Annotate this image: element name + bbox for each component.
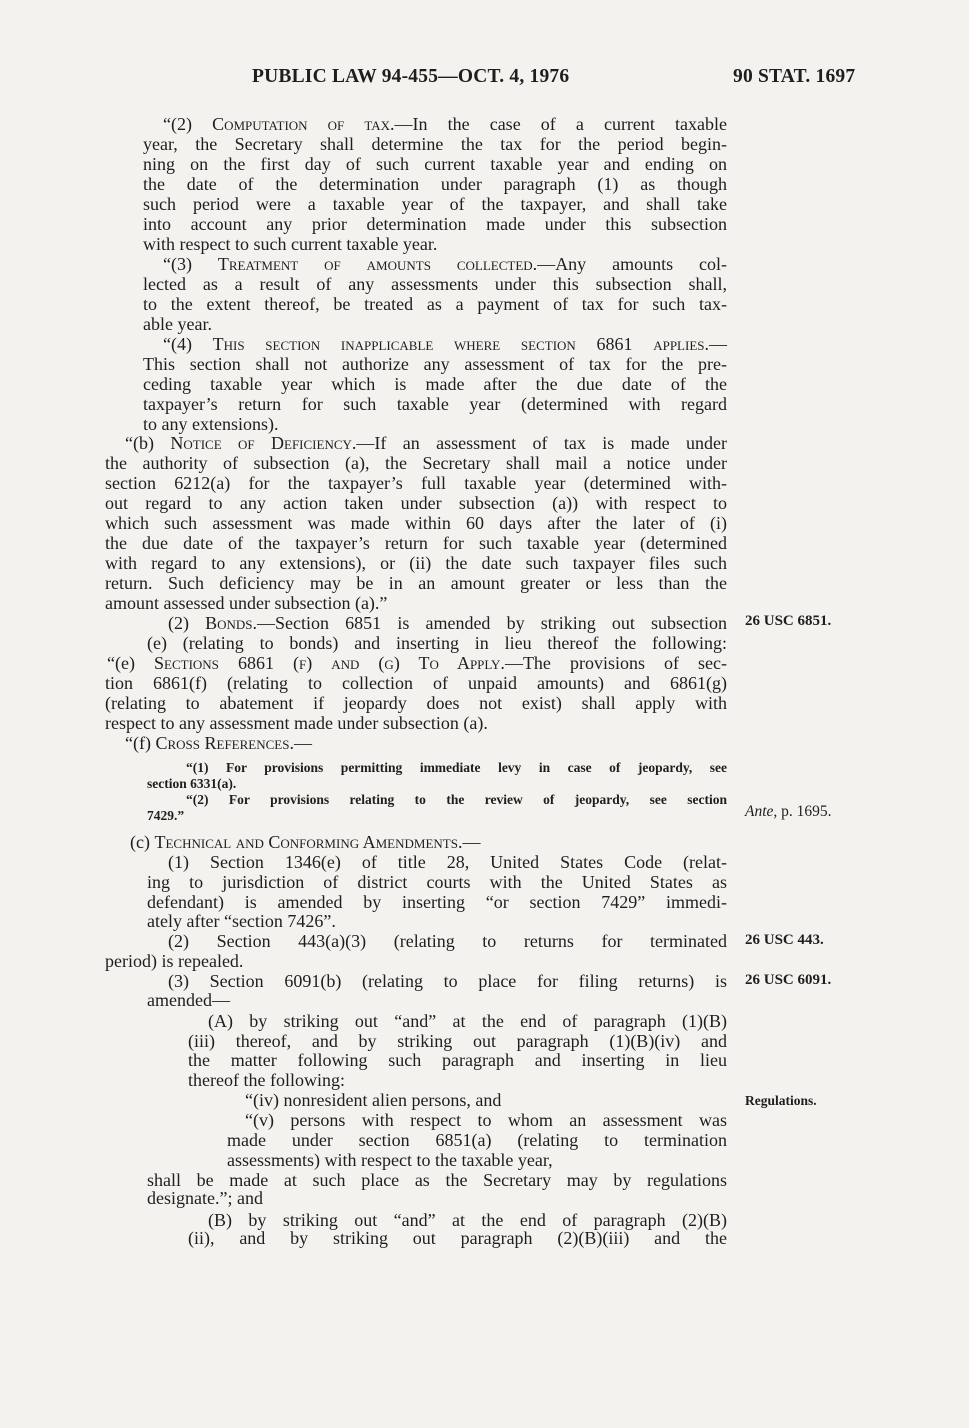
text-line [107,653,727,673]
text-line: out regard to any action taken under subsection (a)) with respect to [105,493,727,513]
text-line: the due date of the taxpayer’s return for such taxable year (determined [105,533,727,553]
text-line: This section shall not authorize any assessment of tax for the pre- [143,354,727,374]
text-segment: “(2) [163,114,213,134]
text-line: such period were a taxable year of the taxpayer, and shall take [143,194,727,214]
text-line: (B) by striking out “and” at the end of paragraph (2)(B) [208,1210,727,1230]
text-line [168,613,727,633]
text-segment: — [462,832,481,852]
text-line [130,832,727,852]
margin-note-ante-italic: Ante, [745,803,778,820]
text-line: designate.”; and [147,1188,263,1208]
text-line: defendant) is amended by inserting “or section 7429” immedi- [147,892,727,912]
text-line: (3) Section 6091(b) (relating to place for filing returns) is [168,971,727,991]
text-line: (1) Section 1346(e) of title 28, United States Code (relat- [168,852,727,872]
text-line: return. Such deficiency may be in an amount greater or less than the [105,573,727,593]
text-line: assessments) with respect to the taxable year, [227,1150,553,1170]
margin-note-26-usc-443: 26 USC 443. [745,932,824,948]
text-line: (2) Section 443(a)(3) (relating to returns for terminated [168,931,727,951]
text-segment: “(f) [125,733,156,753]
text-line: ing to jurisdiction of district courts with the United States as [147,872,727,892]
page-number: 90 STAT. 1697 [733,66,856,87]
text-line: thereof the following: [188,1070,345,1090]
text-segment: (2) [168,613,206,633]
margin-note-ante-page: p. 1695. [777,803,832,820]
text-segment: —The provisions of sec- [504,653,728,673]
text-line: (e) (relating to bonds) and inserting in lieu thereof the following: [147,633,727,653]
text-line [163,254,727,274]
text-line: with regard to any extensions), or (ii) the date such taxpayer files such [105,553,727,573]
text-segment: —Section 6851 is amended by striking out subsection [257,613,727,633]
text-segment: — [293,733,312,753]
margin-note-regulations: Regulations. [745,1093,817,1108]
text-line [163,114,727,134]
text-line: period) is repealed. [105,951,244,971]
text-line: “(1) For provisions permitting immediate levy in case of jeopardy, see [186,760,727,775]
text-line: 7429.” [147,808,185,823]
text-line: “(iv) nonresident alien persons, and [245,1090,502,1110]
text-line: ning on the first day of such current taxable year and ending on [143,154,727,174]
text-line: the authority of subsection (a), the Secretary shall mail a notice under [105,453,727,473]
text-segment: — [709,334,727,354]
text-line: which such assessment was made within 60 days after the later of (i) [105,513,727,533]
section-heading: Technical and Conforming Amendments. [154,832,463,852]
text-line [125,733,727,753]
text-line: ately after “section 7426”. [147,911,336,931]
text-line: year, the Secretary shall determine the tax for the period begin- [143,134,727,154]
text-line: into account any prior determination made under this subsection [143,214,727,234]
text-segment: “(b) [125,433,171,453]
margin-note-ante [745,803,832,821]
text-line: lected as a result of any assessments under this subsection shall, [143,274,727,294]
text-line: “(2) For provisions relating to the review of jeopardy, see section [186,792,727,807]
text-line: section 6331(a). [147,776,237,791]
text-line: to any extensions). [143,414,279,434]
section-heading: Sections 6861 (f) and (g) To Apply. [154,653,505,673]
text-line [125,433,727,453]
text-segment: “(3) [163,254,218,274]
text-segment: “(4) [163,334,213,354]
margin-note-26-usc-6851: 26 USC 6851. [745,613,832,629]
text-line: the date of the determination under paragraph (1) as though [143,174,727,194]
text-line: section 6212(a) for the taxpayer’s full taxable year (determined with- [105,473,727,493]
text-line: (A) by striking out “and” at the end of paragraph (1)(B) [208,1011,727,1031]
text-line: amount assessed under subsection (a).” [105,593,388,613]
text-line: tion 6861(f) (relating to collection of unpaid amounts) and 6861(g) [105,673,727,693]
text-segment: “(e) [107,653,155,673]
text-line: able year. [143,314,212,334]
running-header-title: PUBLIC LAW 94-455—OCT. 4, 1976 [252,66,570,87]
text-line: (relating to abatement if jeopardy does not exist) shall apply with [105,693,727,713]
text-line: with respect to such current taxable year. [143,234,438,254]
text-line: respect to any assessment made under subsection (a). [105,713,488,733]
section-heading: Notice of Deficiency. [170,433,357,453]
text-line: ceding taxable year which is made after the due date of the [143,374,727,394]
text-segment: —In the case of a current taxable [394,114,727,134]
section-heading: Cross References. [155,733,294,753]
section-heading: This section inapplicable where section 6861 applies. [212,334,709,354]
text-segment: —Any amounts col- [537,254,727,274]
text-line: to the extent thereof, be treated as a payment of tax for such tax- [143,294,727,314]
text-line: (ii), and by striking out paragraph (2)(B)(iii) and the [188,1228,727,1248]
section-heading: Computation of tax. [212,114,395,134]
text-segment: (c) [130,832,155,852]
text-line: (iii) thereof, and by striking out paragraph (1)(B)(iv) and [188,1031,727,1051]
text-line: shall be made at such place as the Secretary may by regulations [147,1170,727,1190]
text-segment: —If an assessment of tax is made under [356,433,727,453]
text-line: taxpayer’s return for such taxable year (determined with regard [143,394,727,414]
margin-note-26-usc-6091: 26 USC 6091. [745,972,832,988]
text-line: made under section 6851(a) (relating to termination [227,1130,727,1150]
text-line [163,334,727,354]
section-heading: Treatment of amounts collected. [217,254,538,274]
text-line: the matter following such paragraph and inserting in lieu [188,1050,727,1070]
text-line: amended— [147,990,230,1010]
text-line: “(v) persons with respect to whom an assessment was [245,1110,727,1130]
section-heading: Bonds. [205,613,258,633]
